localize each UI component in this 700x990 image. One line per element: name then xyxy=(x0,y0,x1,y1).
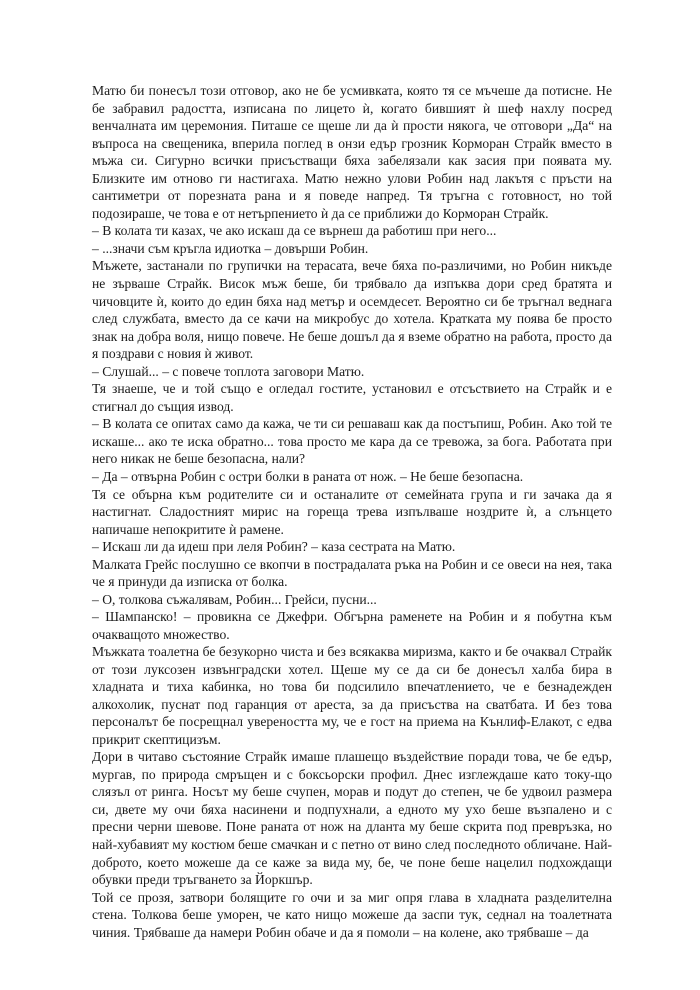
paragraph: Малката Грейс послушно се вкопчи в пострадалата ръка на Робин и се овеси на нея, така че я принуди да изписка от болка. xyxy=(92,556,612,590)
paragraph: Мъжете, застанали по групички на терасата, вече бяха по-различими, но Робин никъде не зърваше Страйк. Висок мъж беше, би трябвало да изпъква дори сред братята и чичовците ѝ, които до един бяха над метър и осемдесет. Вероятно си бе тръгнал веднага след службата, вместо да се качи на микробус до хотела. Кратката му поява бе просто знак на добра воля, нищо повече. Не беше дошъл да я вземе обратно на работа, просто да я поздрави с новия ѝ живот. xyxy=(92,258,612,362)
paragraph: Дори в читаво състояние Страйк имаше плашещо въздействие поради това, че бе едър, мургав, по природа смръщен и с боксьорски профил. Днес изглеждаше като току-що слязъл от ринга. Носът му беше счупен, морав и подут до степен, че бе удвоил размера си, двете му очи бяха насинени и подпухнали, а едното му ухо беше възпалено и с пресни черни шевове. Поне раната от нож на дланта му беше скрита под превръзка, но най-хубавият му костюм беше смачкан и с петно от вино след последното обличане. Най-доброто, което можеше да се каже за вида му, бе, че поне беше нацелил подхождащи обувки преди тръгването за Йоркшър. xyxy=(92,749,612,888)
paragraph: Мъжката тоалетна бе безукорно чиста и без всякаква миризма, както и бе очаквал Страйк от този луксозен извънградски хотел. Щеше му се да си бе донесъл халба бира в хладната и тиха кабинка, но това би подсилило впечатлението, че е безнадежден алкохолик, пуснат под гаранция от ареста, за да присъства на сватбата. И без това персоналът бе посрещнал увереността му, че е гост на приема на Кънлиф-Елакот, с едва прикрит скептицизъм. xyxy=(92,644,612,747)
text-section-1 xyxy=(92,82,612,644)
dialogue-line: – О, толкова съжалявам, Робин... Грейси, пусни... xyxy=(92,591,377,607)
dialogue-line: – Шампанско! – провикна се Джефри. Обгърна раменете на Робин и я побутна към очакващото множество. xyxy=(92,609,612,642)
dialogue-line: – Слушай... – с повече топлота заговори Матю. xyxy=(92,363,365,379)
dialogue-line: – Да – отвърна Робин с остри болки в раната от нож. – Не беше безопасна. xyxy=(92,469,524,485)
paragraph: Тя знаеше, че и той също е огледал гостите, установил е отсъствието на Страйк и е стигнал до същия извод. xyxy=(92,381,612,414)
dialogue-line: – В колата се опитах само да кажа, че ти си решаваш как да постъпиш, Робин. Ако той те искаше... ако те иска обратно... това просто ме кара да се тревожа, за бога. Работата при него никак не беше безопасна, нали? xyxy=(92,416,612,467)
dialogue-line: – Искаш ли да идеш при леля Робин? – каза сестрата на Матю. xyxy=(92,539,456,555)
paragraph: Матю би понесъл този отговор, ако не бе усмивката, която тя се мъчеше да потисне. Не бе забравил радостта, изписана по лицето ѝ, когато бившият ѝ шеф нахлу посред венчалната им церемония. Питаше се щеше ли да ѝ прости някога, че отговори „Да“ на въпроса на свещеника, вперила поглед в онзи едър грозник Корморан Страйк вместо в мъжа си. Сигурно всички присъстващи бяха забелязали как засия при появата му. Близките им отново ги настигаха. Матю нежно улови Робин над лакътя с пръсти на сантиметри от порезната рана и я поведе напред. Тя тръгна с готовност, но той подозираше, че това е от нетърпението ѝ да се приближи до Корморан Страйк. xyxy=(92,83,612,221)
dialogue-line: – ...значи съм кръгла идиотка – довърши Робин. xyxy=(92,240,369,256)
dialogue-line: – В колата ти казах, че ако искаш да се върнеш да работиш при него... xyxy=(92,223,497,239)
paragraph: Тя се обърна към родителите си и останалите от семейната група и ги зачака да я настигнат. Сладостният мирис на гореща трева изпълваше ноздрите ѝ, а слънцето напичаше непокритите ѝ рамене. xyxy=(92,486,612,537)
paragraph: Той се прозя, затвори болящите го очи и за миг опря глава в хладната разделителна стена. Толкова беше уморен, че като нищо можеше да заспи тук, седнал на тоалетната чиния. Трябваше да намери Робин обаче и да я помоли – на колене, ако трябваше – да xyxy=(92,889,612,940)
text-section-2 xyxy=(92,643,612,941)
